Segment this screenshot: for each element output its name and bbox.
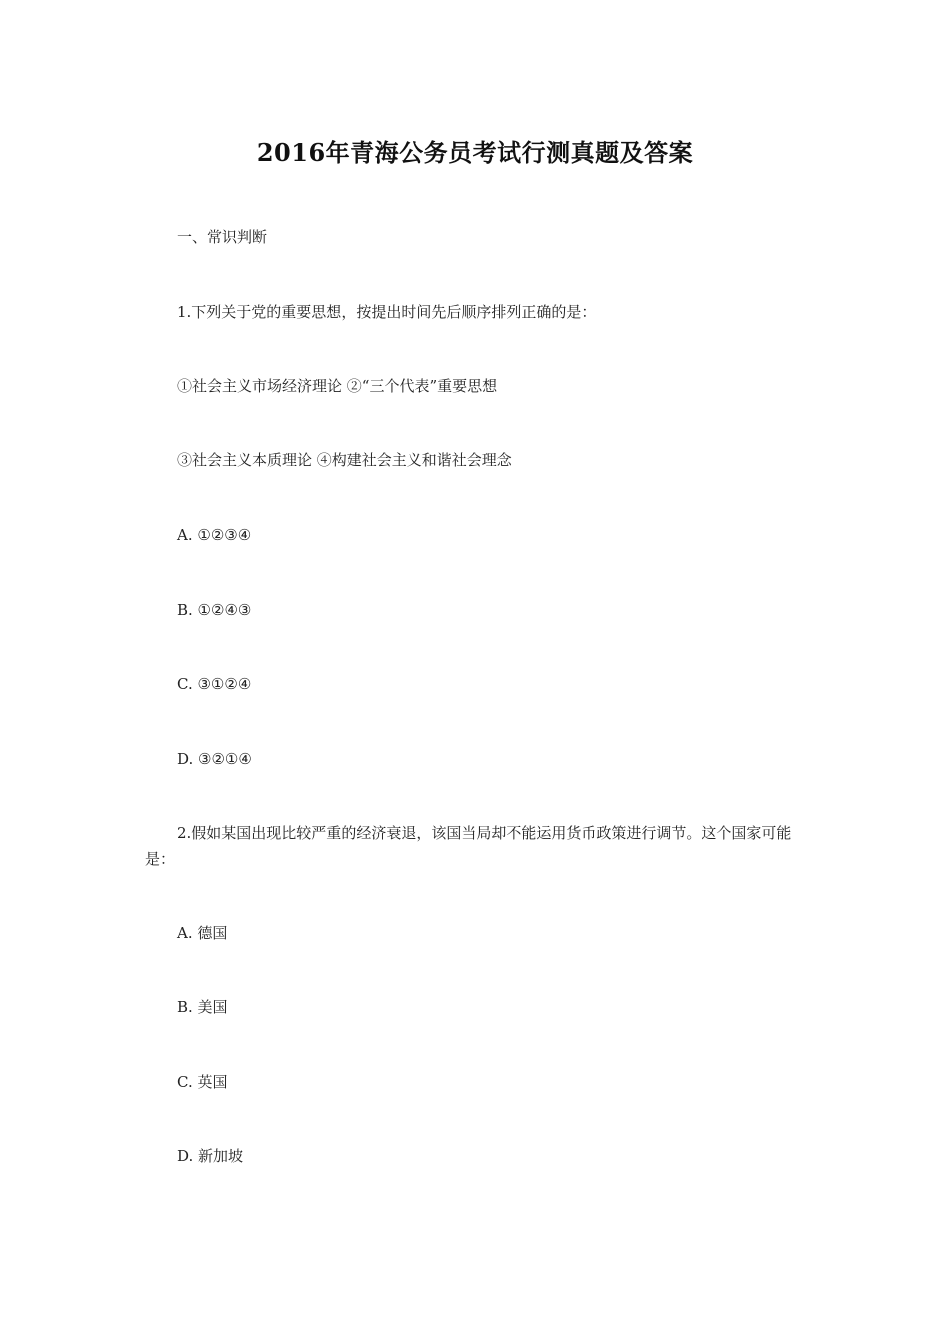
- question-2-option-a: A. 德国: [177, 924, 228, 942]
- question-1-items-line-1: ①社会主义市场经济理论 ②“三个代表”重要思想: [177, 377, 498, 395]
- document-title: 2016年青海公务员考试行测真题及答案: [256, 138, 694, 167]
- question-1-stem: 1.下列关于党的重要思想，按提出时间先后顺序排列正确的是：: [177, 303, 597, 321]
- question-1-option-d: D. ③②①④: [177, 750, 252, 768]
- section-heading: 一、常识判断: [177, 228, 268, 246]
- question-1-option-a: A. ①②③④: [177, 526, 252, 544]
- question-2-stem: 2.假如某国出现比较严重的经济衰退，该国当局却不能运用货币政策进行调节。这个国家可能是：: [145, 824, 792, 868]
- question-2-option-b: B. 美国: [177, 998, 228, 1016]
- question-2-option-d: D. 新加坡: [177, 1147, 244, 1165]
- question-1-option-c: C. ③①②④: [177, 675, 252, 693]
- question-1-items-line-2: ③社会主义本质理论 ④构建社会主义和谐社会理念: [177, 451, 512, 469]
- question-1-option-b: B. ①②④③: [177, 601, 252, 619]
- question-2-option-c: C. 英国: [177, 1073, 228, 1091]
